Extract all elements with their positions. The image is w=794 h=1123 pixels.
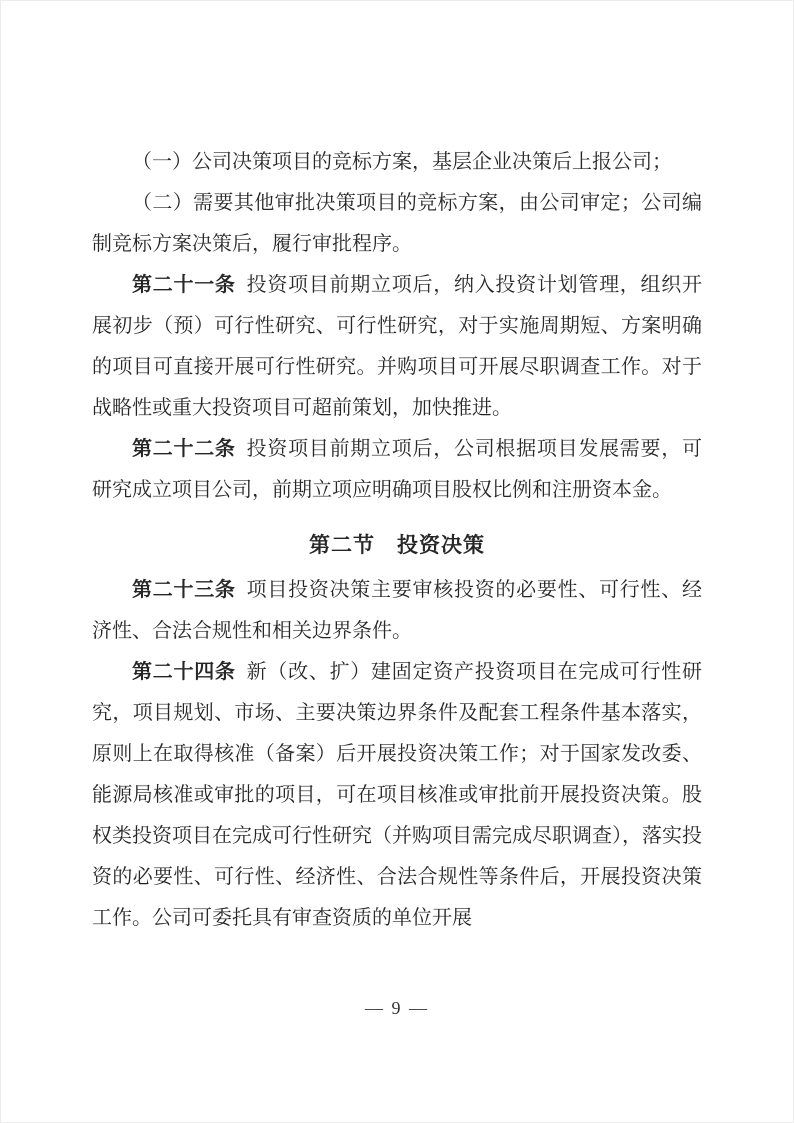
page-number: — 9 — (365, 998, 429, 1018)
article-23-paragraph (92, 570, 702, 652)
document-content (92, 142, 702, 939)
article-text: 投资项目前期立项后，纳入投资计划管理，组织开展初步（预）可行性研究、可行性研究，对于实施周期短、方案明确的项目可直接开展可行性研究。并购项目可开展尽职调查工作。对于战略性或重大投资项目可超前策划，加快推进。 (92, 274, 703, 419)
section-heading: 第二节 投资决策 (309, 533, 485, 557)
paragraph-text: （二）需要其他审批决策项目的竞标方案，由公司审定；公司编制竞标方案决策后，履行审批程序。 (92, 192, 702, 255)
article-number: 第二十二条 (132, 438, 236, 460)
article-text: 投资项目前期立项后，公司根据项目发展需要，可研究成立项目公司，前期立项应明确项目股权比例和注册资本金。 (92, 438, 703, 501)
article-text: 项目投资决策主要审核投资的必要性、可行性、经济性、合法合规性和相关边界条件。 (92, 579, 703, 642)
article-number: 第二十三条 (132, 579, 236, 601)
paragraph-text: （一）公司决策项目的竞标方案，基层企业决策后上报公司； (132, 151, 672, 173)
list-item-one (92, 142, 702, 183)
article-22-paragraph (92, 429, 702, 511)
article-number: 第二十一条 (132, 274, 236, 296)
article-24-paragraph (92, 652, 702, 939)
article-number: 第二十四条 (132, 661, 236, 683)
article-text: 新（改、扩）建固定资产投资项目在完成可行性研究，项目规划、市场、主要决策边界条件及配套工程条件基本落实，原则上在取得核准（备案）后开展投资决策工作；对于国家发改委、能源局核准或审批的项目，可在项目核准或审批前开展投资决策。股权类投资项目在完成可行性研究（并购项目需完成尽职调查），落实投资的必要性、可行性、经济性、合法合规性等条件后，开展投资决策工作。公司可委托具有审查资质的单位开展 (92, 661, 703, 929)
article-21-paragraph (92, 265, 702, 429)
list-item-two (92, 183, 702, 265)
